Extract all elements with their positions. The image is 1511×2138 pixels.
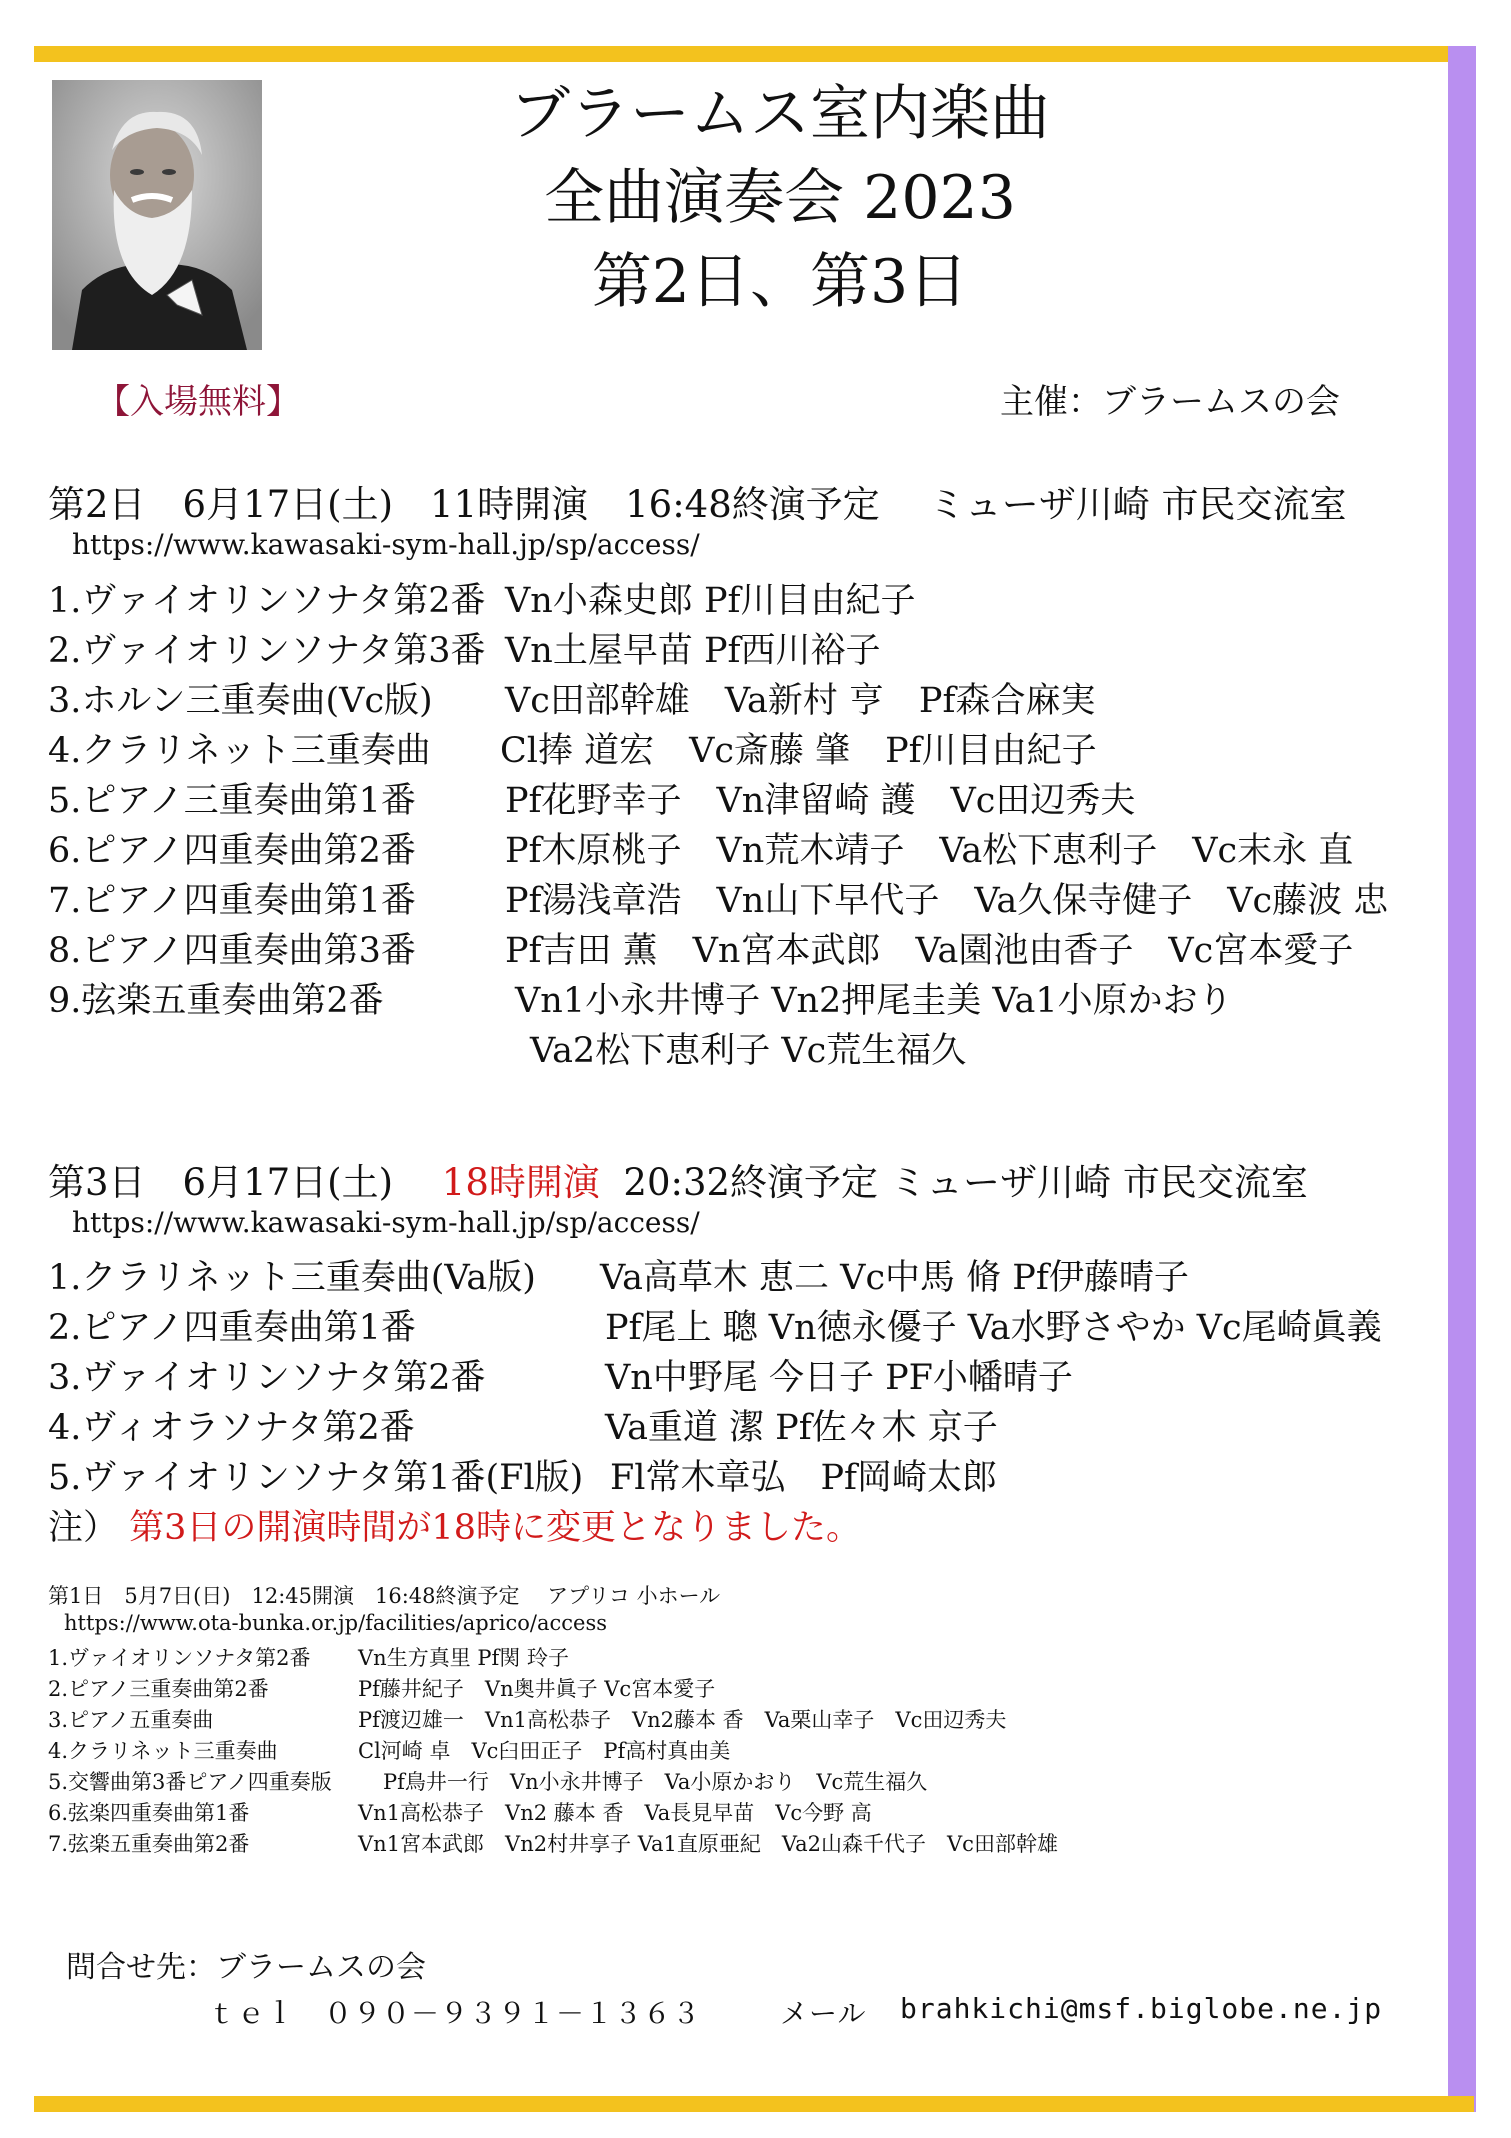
day2-heading: 第2日 6月17日(土) 11時開演 16:48終演予定 ミューザ川崎 市民交流室 <box>48 483 1347 526</box>
day1-players-4: Cl河崎 卓 Vc臼田正子 Pf高村真由美 <box>358 1739 731 1763</box>
day1-players-1: Vn生方真里 Pf関 玲子 <box>358 1646 569 1670</box>
day2-piece-8: 8.ピアノ四重奏曲第3番 <box>48 931 416 971</box>
day3-piece-3: 3.ヴァイオリンソナタ第2番 <box>48 1358 486 1398</box>
day1-piece-7: 7.弦楽五重奏曲第2番 <box>48 1832 250 1856</box>
day2-players-7: Pf湯浅章浩 Vn山下早代子 Va久保寺健子 Vc藤波 忠 <box>505 881 1389 921</box>
brahms-portrait <box>52 80 262 350</box>
day1-heading: 第1日 5月7日(日) 12:45開演 16:48終演予定 アプリコ 小ホール <box>48 1584 721 1608</box>
day3-players-1: Va高草木 恵二 Vc中馬 脩 Pf伊藤晴子 <box>600 1258 1189 1298</box>
day1-url[interactable]: https://www.ota-bunka.or.jp/facilities/aprico/access <box>64 1611 608 1635</box>
day3-heading-rest: 20:32終演予定 ミューザ川崎 市民交流室 <box>599 1161 1308 1204</box>
note-prefix: 注） <box>48 1508 119 1548</box>
day1-piece-5: 5.交響曲第3番ピアノ四重奏版 <box>48 1770 332 1794</box>
side-border <box>1448 46 1476 2112</box>
day2-piece-6: 6.ピアノ四重奏曲第2番 <box>48 831 416 871</box>
day2-players-2: Vn土屋早苗 Pf西川裕子 <box>505 631 881 671</box>
day2-piece-9: 9.弦楽五重奏曲第2番 <box>48 981 384 1021</box>
day2-piece-7: 7.ピアノ四重奏曲第1番 <box>48 881 416 921</box>
contact-label: 問合せ先：ブラームスの会 <box>66 1950 426 1985</box>
day3-players-4: Va重道 潔 Pf佐々木 京子 <box>605 1408 998 1448</box>
day1-players-3: Pf渡辺雄一 Vn1高松恭子 Vn2藤本 香 Va栗山幸子 Vc田辺秀夫 <box>358 1708 1007 1732</box>
day2-players-1: Vn小森史郎 Pf川目由紀子 <box>505 581 916 621</box>
day2-players-8: Pf吉田 薫 Vn宮本武郎 Va園池由香子 Vc宮本愛子 <box>505 931 1354 971</box>
day3-piece-4: 4.ヴィオラソナタ第2番 <box>48 1408 415 1448</box>
day2-players-6: Pf木原桃子 Vn荒木靖子 Va松下恵利子 Vc末永 直 <box>505 831 1354 871</box>
contact-mail[interactable]: brahkichi@msf.biglobe.ne.jp <box>900 1992 1383 2025</box>
day2-piece-1: 1.ヴァイオリンソナタ第2番 <box>48 581 486 621</box>
day3-piece-2: 2.ピアノ四重奏曲第1番 <box>48 1308 416 1348</box>
day3-start-time: 18時開演 <box>441 1161 600 1204</box>
day2-piece-5: 5.ピアノ三重奏曲第1番 <box>48 781 416 821</box>
day1-players-5: Pf鳥井一行 Vn小永井博子 Va小原かおり Vc荒生福久 <box>383 1770 928 1794</box>
title-line-3: 第2日、第3日 <box>591 247 969 317</box>
admission-free: 【入場無料】 <box>96 382 300 422</box>
day3-players-2: Pf尾上 聰 Vn徳永優子 Va水野さやか Vc尾崎眞義 <box>605 1308 1382 1348</box>
organizer: 主催：ブラームスの会 <box>1000 382 1340 422</box>
day1-piece-4: 4.クラリネット三重奏曲 <box>48 1739 278 1763</box>
day1-piece-6: 6.弦楽四重奏曲第1番 <box>48 1801 250 1825</box>
day3-note <box>48 1500 861 1550</box>
day3-url[interactable]: https://www.kawasaki-sym-hall.jp/sp/access/ <box>72 1206 700 1239</box>
day2-players-9-continued: Va2松下恵利子 Vc荒生福久 <box>530 1031 967 1071</box>
note-text: 第3日の開演時間が18時に変更となりました。 <box>129 1508 861 1548</box>
day3-piece-5: 5.ヴァイオリンソナタ第1番(Fl版) <box>48 1458 584 1498</box>
day3-heading <box>48 1152 1308 1206</box>
day1-piece-1: 1.ヴァイオリンソナタ第2番 <box>48 1646 311 1670</box>
day1-players-6: Vn1高松恭子 Vn2 藤本 香 Va長見早苗 Vc今野 高 <box>358 1801 872 1825</box>
day2-piece-4: 4.クラリネット三重奏曲 <box>48 731 431 771</box>
day2-players-4: Cl捧 道宏 Vc斎藤 肇 Pf川目由紀子 <box>500 731 1097 771</box>
day3-heading-date: 第3日 6月17日(土) <box>48 1161 442 1204</box>
contact-mail-label: メール <box>780 1997 867 2030</box>
day1-piece-3: 3.ピアノ五重奏曲 <box>48 1708 214 1732</box>
top-border <box>34 46 1474 62</box>
bottom-border <box>34 2096 1474 2112</box>
day1-players-7: Vn1宮本武郎 Vn2村井享子 Va1直原亜紀 Va2山森千代子 Vc田部幹雄 <box>358 1832 1058 1856</box>
day1-players-2: Pf藤井紀子 Vn奥井眞子 Vc宮本愛子 <box>358 1677 716 1701</box>
day2-url[interactable]: https://www.kawasaki-sym-hall.jp/sp/access/ <box>72 528 700 561</box>
day3-players-5: Fl常木章弘 Pf岡崎太郎 <box>610 1458 997 1498</box>
title-line-1: ブラームス室内楽曲 <box>510 79 1050 149</box>
day2-players-9: Vn1小永井博子 Vn2押尾圭美 Va1小原かおり <box>515 981 1233 1021</box>
contact-tel: ｔｅｌ ０９０－９３９１－１３６３ <box>208 1997 702 2030</box>
day1-piece-2: 2.ピアノ三重奏曲第2番 <box>48 1677 269 1701</box>
day2-piece-2: 2.ヴァイオリンソナタ第3番 <box>48 631 486 671</box>
day3-piece-1: 1.クラリネット三重奏曲(Va版) <box>48 1258 536 1298</box>
day3-players-3: Vn中野尾 今日子 PF小幡晴子 <box>605 1358 1073 1398</box>
day2-players-5: Pf花野幸子 Vn津留崎 護 Vc田辺秀夫 <box>505 781 1136 821</box>
title-line-2: 全曲演奏会 2023 <box>544 163 1016 233</box>
day2-piece-3: 3.ホルン三重奏曲(Vc版) <box>48 681 433 721</box>
day2-players-3: Vc田部幹雄 Va新村 亨 Pf森合麻実 <box>505 681 1096 721</box>
